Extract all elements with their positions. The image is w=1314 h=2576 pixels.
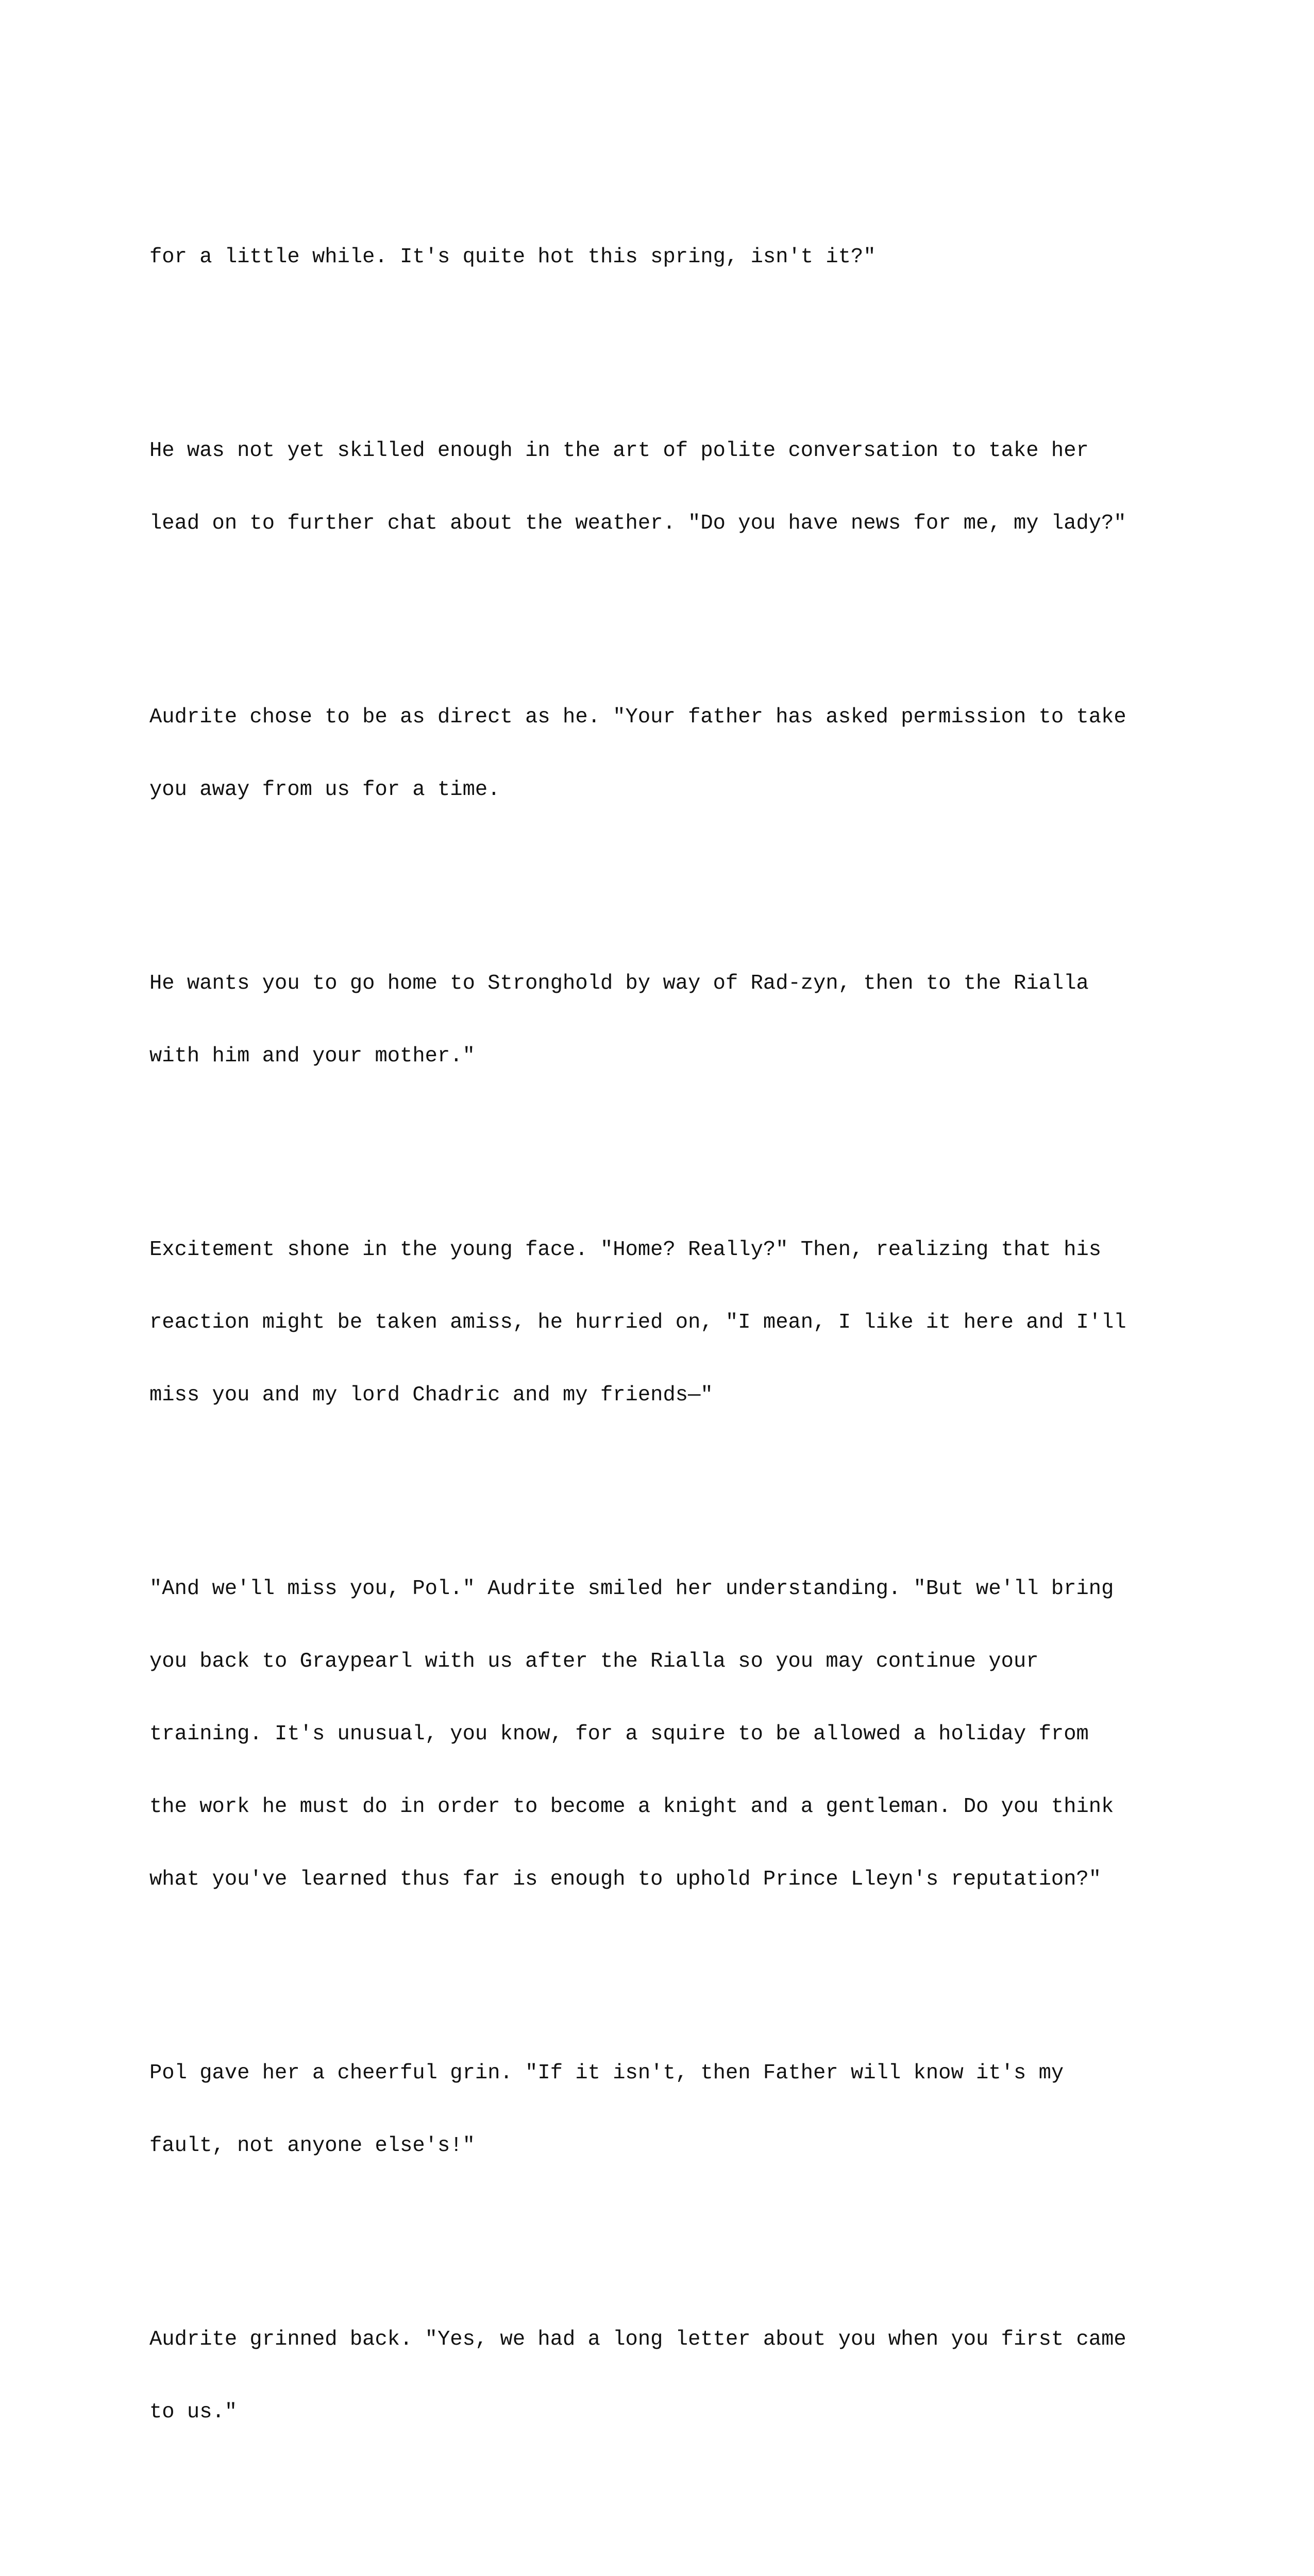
paragraph xyxy=(149,2279,1201,2473)
text-line: miss you and my lord Chadric and my friends—" xyxy=(149,1383,713,1407)
paragraph xyxy=(149,2546,1201,2576)
text-line: the work he must do in order to become a knight and a gentleman. Do you think xyxy=(149,1795,1114,1819)
text-line: to us." xyxy=(149,2400,238,2424)
paragraph xyxy=(149,1190,1201,1456)
text-line: fault, not anyone else's!" xyxy=(149,2134,475,2158)
paragraph xyxy=(149,657,1201,851)
text-line: with him and your mother." xyxy=(149,1044,475,1068)
text-line: Excitement shone in the young face. "Home? Really?" Then, realizing that his xyxy=(149,1238,1102,1262)
paragraph xyxy=(149,197,1201,318)
text-line: you back to Graypearl with us after the Rialla so you may continue your xyxy=(149,1650,1039,1673)
paragraph xyxy=(149,391,1201,584)
paragraph xyxy=(149,923,1201,1117)
document-body xyxy=(149,148,1201,2576)
text-line: lead on to further chat about the weather. "Do you have news for me, my lady?" xyxy=(149,512,1126,535)
text-line: for a little while. It's quite hot this spring, isn't it?" xyxy=(149,245,876,269)
text-line: Audrite grinned back. "Yes, we had a long letter about you when you first came xyxy=(149,2328,1126,2351)
text-line: reaction might be taken amiss, he hurried on, "I mean, I like it here and I'll xyxy=(149,1311,1126,1334)
paragraph xyxy=(149,2013,1201,2207)
paragraph xyxy=(149,1529,1201,1940)
text-line: Pol gave her a cheerful grin. "If it isn't, then Father will know it's my xyxy=(149,2061,1064,2085)
text-line: Audrite chose to be as direct as he. "Your father has asked permission to take xyxy=(149,705,1126,729)
text-line: you away from us for a time. xyxy=(149,778,500,802)
text-line: He was not yet skilled enough in the art of polite conversation to take her xyxy=(149,439,1089,463)
text-line: "And we'll miss you, Pol." Audrite smiled her understanding. "But we'll bring xyxy=(149,1577,1114,1601)
text-line: He wants you to go home to Stronghold by way of Rad-zyn, then to the Rialla xyxy=(149,972,1089,995)
text-line: what you've learned thus far is enough to uphold Prince Lleyn's reputation?" xyxy=(149,1868,1102,1891)
text-line: training. It's unusual, you know, for a squire to be allowed a holiday from xyxy=(149,1722,1089,1746)
